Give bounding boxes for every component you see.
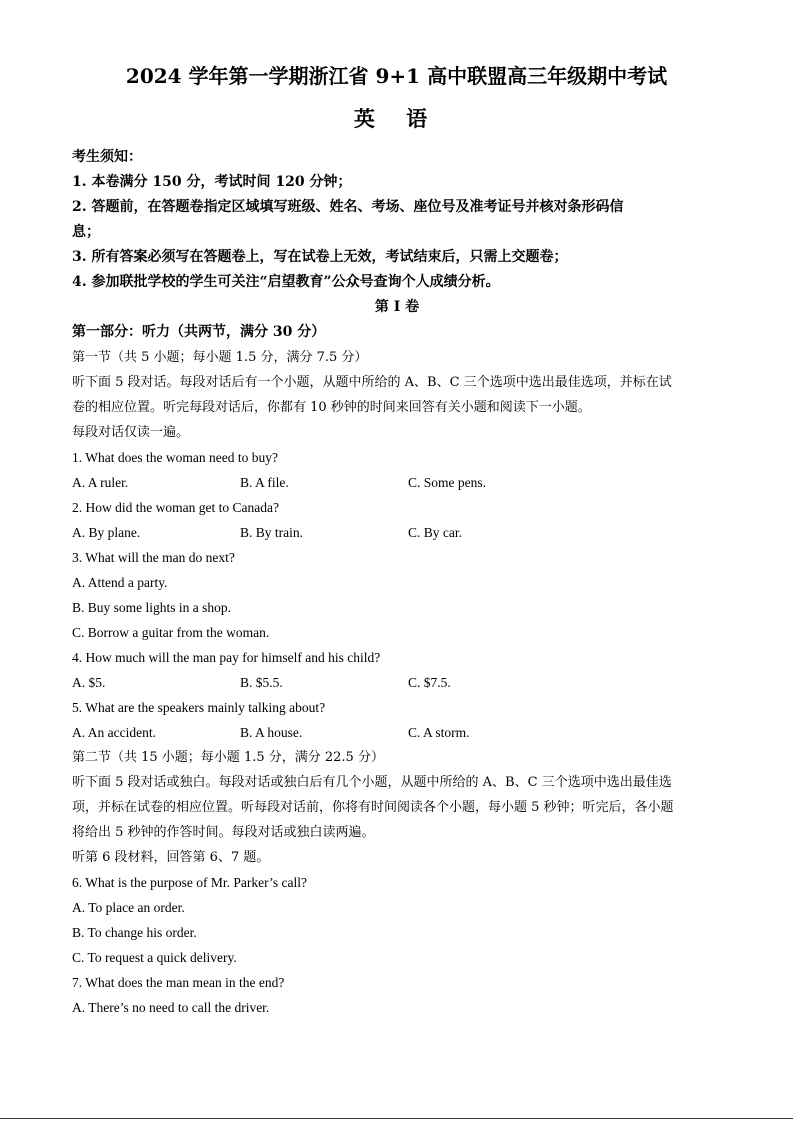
notice-item: 3. 所有答案必须写在答题卷上，写在试卷上无效，考试结束后，只需上交题卷； xyxy=(72,249,568,265)
question-2: 2. How did the woman get to Canada? xyxy=(72,500,279,515)
section2-instruction: 将给出 5 秒钟的作答时间。每段对话或独白读两遍。 xyxy=(72,825,375,840)
option-a: A. There’s no need to call the driver. xyxy=(72,1000,270,1015)
notice-item: 2. 答题前，在答题卷指定区域填写班级、姓名、考场、座位号及准考证号并核对条形码信 xyxy=(72,199,624,215)
section2-instruction: 项，并标在试卷的相应位置。听每段对话前，你将有时间阅读各个小题，每小题 5 秒钟；听完后，各小题 xyxy=(72,800,674,815)
question-2-options xyxy=(72,520,722,545)
question-1-options xyxy=(72,470,722,495)
option-c: C. Borrow a guitar from the woman. xyxy=(72,625,270,640)
exam-title: 2024 学年第一学期浙江省 9+1 高中联盟高三年级期中考试 xyxy=(125,64,668,88)
option-b: B. $5.5. xyxy=(240,675,283,690)
notice-heading: 考生须知： xyxy=(72,149,142,165)
section2-instruction: 听下面 5 段对话或独白。每段对话或独白后有几个小题，从题中所给的 A、B、C 三个选项中选出最佳选 xyxy=(72,775,672,790)
section1-instruction: 听下面 5 段对话。每段对话后有一个小题，从题中所给的 A、B、C 三个选项中选出最佳选项，并标在试 xyxy=(72,375,672,390)
question-3: 3. What will the man do next? xyxy=(72,550,235,565)
notice-item: 4. 参加联批学校的学生可关注“启望教育”公众号查询个人成绩分析。 xyxy=(72,274,500,290)
option-b: B. By train. xyxy=(240,525,303,540)
option-a: A. An accident. xyxy=(72,725,156,740)
exam-subject: 英 语 xyxy=(353,106,440,131)
question-5-options xyxy=(72,720,722,745)
option-b: B. A file. xyxy=(240,475,289,490)
option-c: C. A storm. xyxy=(408,725,470,740)
option-c: C. $7.5. xyxy=(408,675,451,690)
question-7: 7. What does the man mean in the end? xyxy=(72,975,285,990)
page-bottom-rule xyxy=(0,1118,793,1119)
part1-heading: 第一部分：听力（共两节，满分 30 分） xyxy=(72,324,326,340)
option-c: C. By car. xyxy=(408,525,462,540)
option-a: A. By plane. xyxy=(72,525,141,540)
option-a: A. A ruler. xyxy=(72,475,129,490)
question-6: 6. What is the purpose of Mr. Parker’s call? xyxy=(72,875,307,890)
question-5: 5. What are the speakers mainly talking about? xyxy=(72,700,326,715)
notice-item: 息； xyxy=(72,224,100,240)
notice-item: 1. 本卷满分 150 分，考试时间 120 分钟； xyxy=(72,174,352,190)
section1-instruction: 卷的相应位置。听完每段对话后，你都有 10 秒钟的时间来回答有关小题和阅读下一小题。 xyxy=(72,400,591,415)
question-1: 1. What does the woman need to buy? xyxy=(72,450,278,465)
volume-heading: 第 I 卷 xyxy=(374,299,420,315)
option-b: B. A house. xyxy=(240,725,303,740)
section2-heading: 第二节（共 15 小题；每小题 1.5 分，满分 22.5 分） xyxy=(72,750,384,765)
option-a: A. $5. xyxy=(72,675,106,690)
question-4-options xyxy=(72,670,722,695)
option-b: B. Buy some lights in a shop. xyxy=(72,600,232,615)
option-a: A. To place an order. xyxy=(72,900,185,915)
section1-instruction: 每段对话仅读一遍。 xyxy=(72,425,190,440)
exam-body xyxy=(72,145,722,1020)
option-a: A. Attend a party. xyxy=(72,575,168,590)
option-b: B. To change his order. xyxy=(72,925,197,940)
option-c: C. To request a quick delivery. xyxy=(72,950,237,965)
question-4: 4. How much will the man pay for himself and his child? xyxy=(72,650,381,665)
section1-heading: 第一节（共 5 小题；每小题 1.5 分，满分 7.5 分） xyxy=(72,350,368,365)
material-6-note: 听第 6 段材料，回答第 6、7 题。 xyxy=(72,850,270,865)
option-c: C. Some pens. xyxy=(408,475,487,490)
